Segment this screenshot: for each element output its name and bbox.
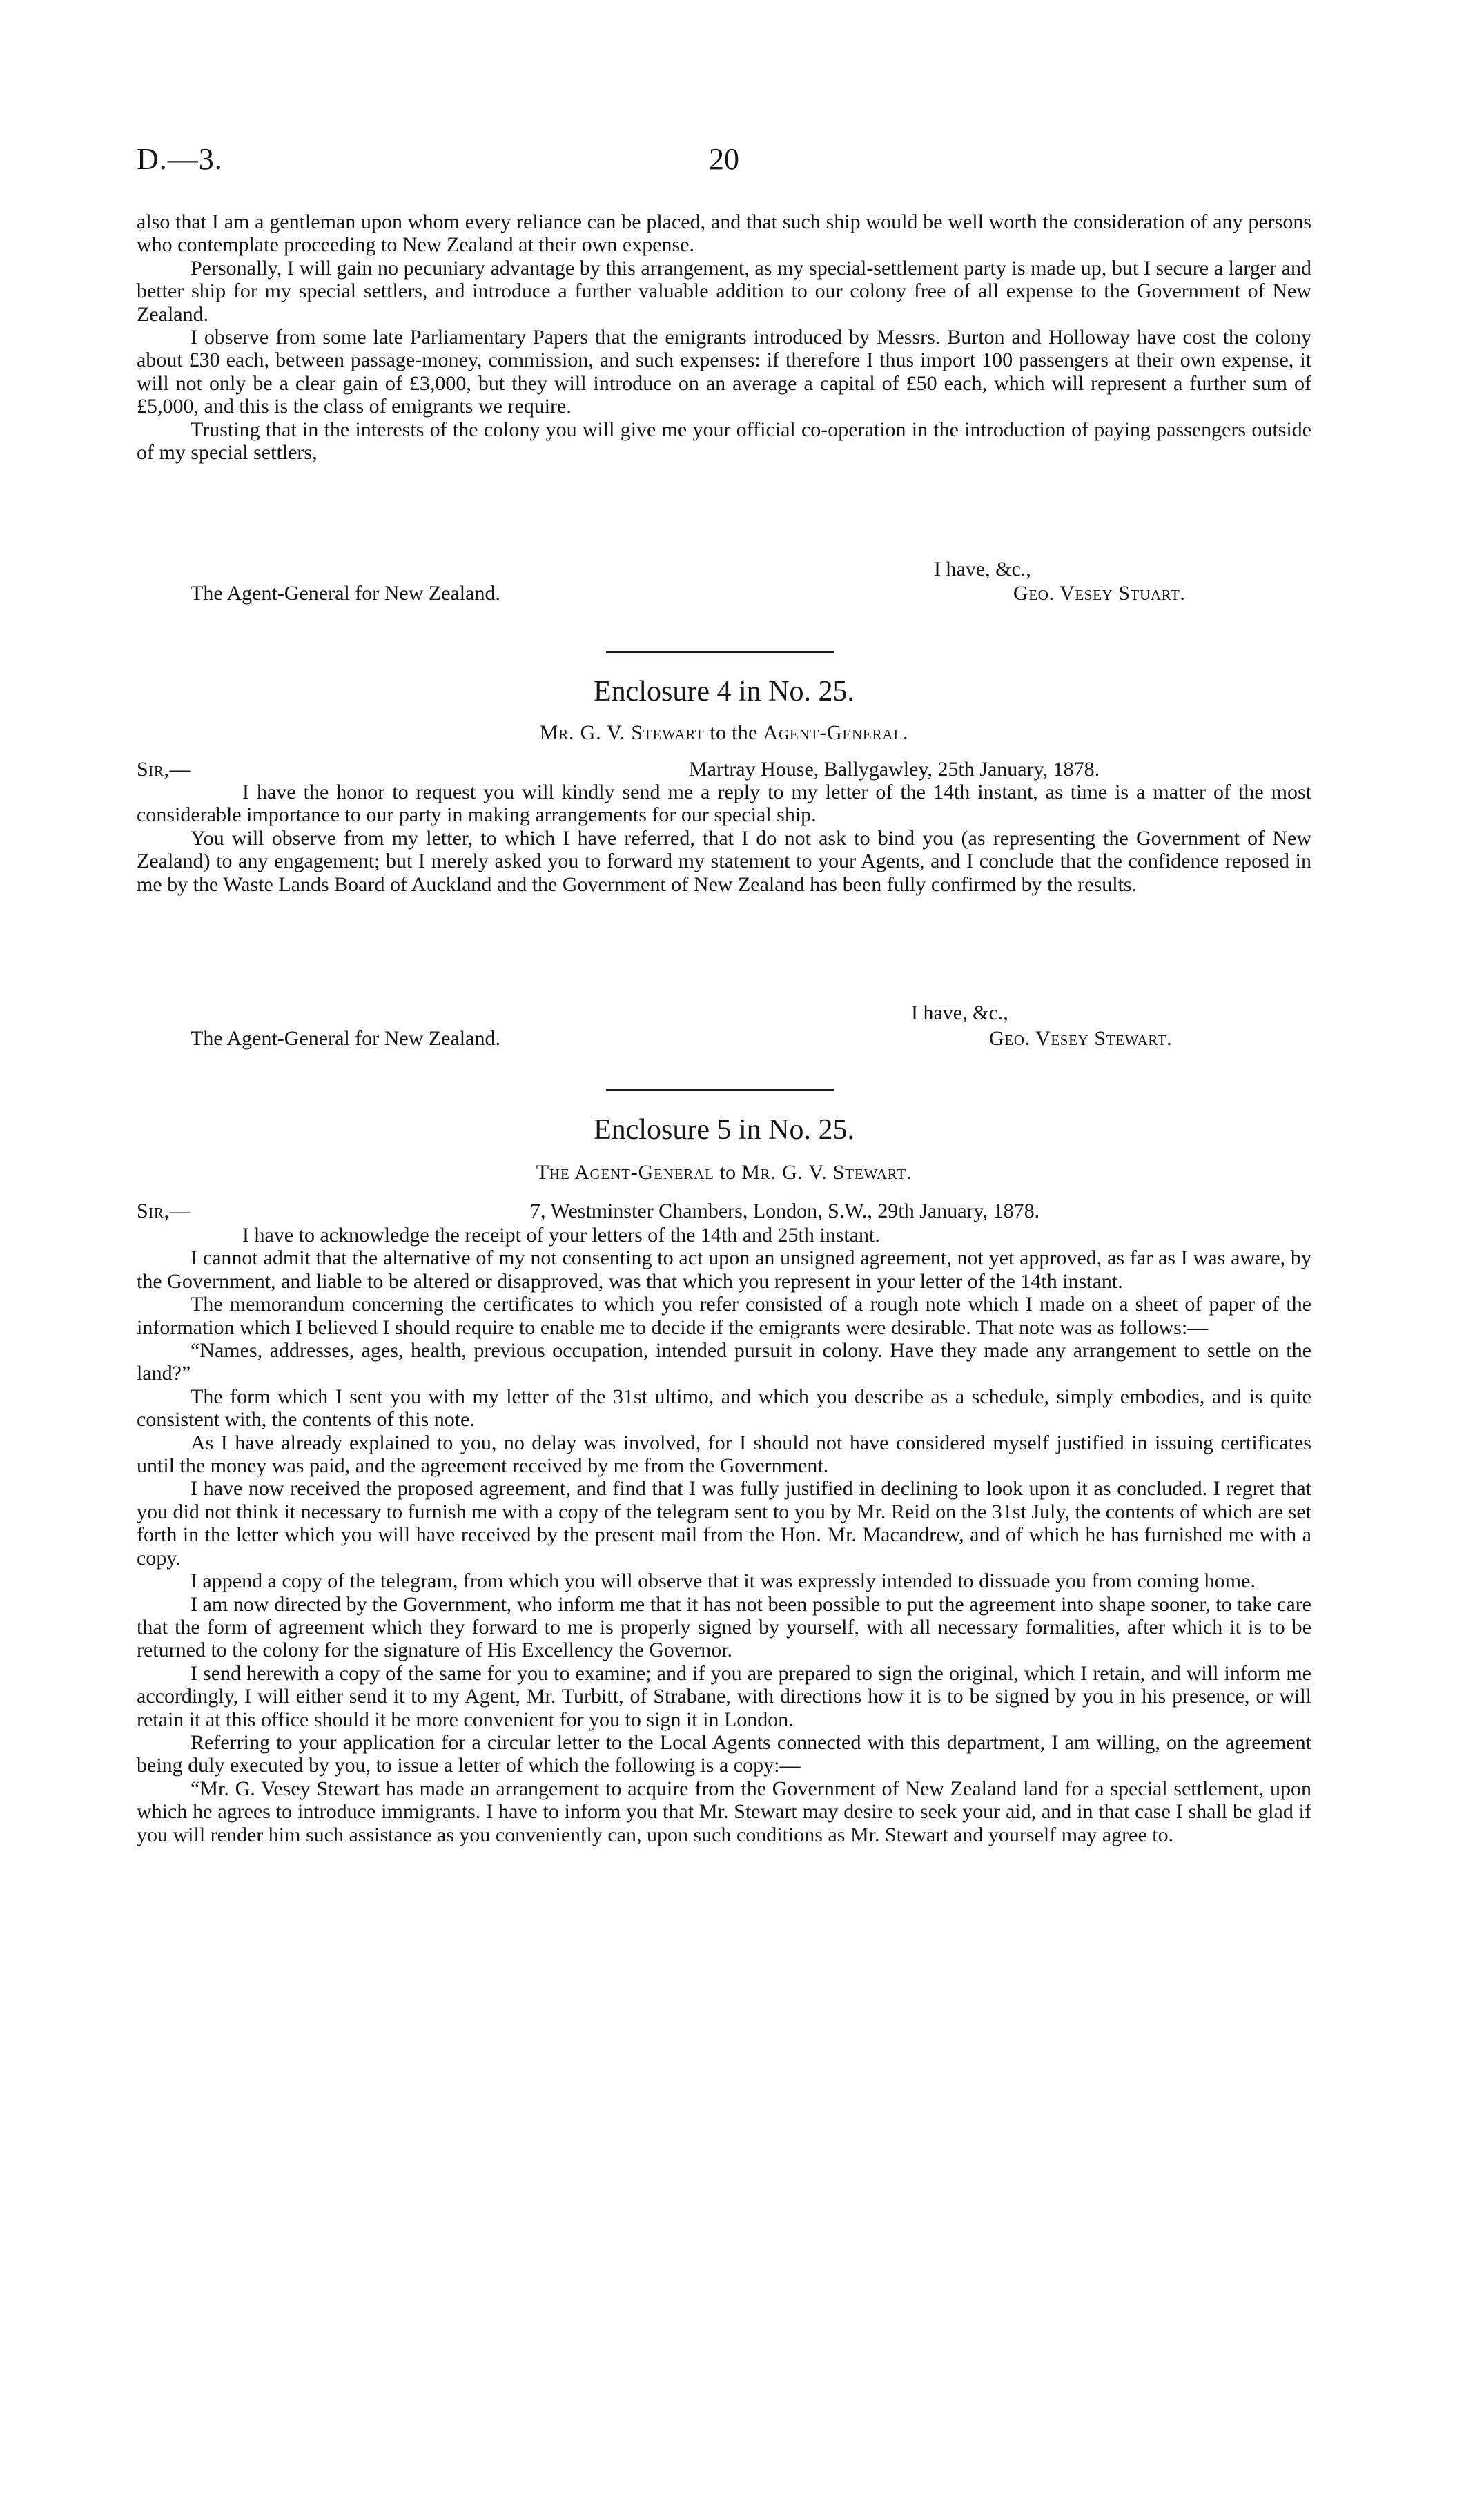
paragraph: Personally, I will gain no pecuniary advantage by this arrangement, as my special-settlement party is made up, but I secure a larger and better ship for my special settlers, and introduce a further valuable addition to our colony free of all expense to the Government of New Zealand. — [137, 256, 1311, 326]
salutation: Sir,— — [137, 1200, 191, 1222]
enclosure-4-subtitle — [137, 721, 1311, 745]
paragraph: I have to acknowledge the receipt of your letters of the 14th and 25th instant. — [242, 1224, 880, 1247]
enclosure-4-title: Enclosure 4 in No. 25. — [594, 676, 855, 707]
paragraph: I observe from some late Parliamentary Papers that the emigrants introduced by Messrs. Burton and Holloway have cost the colony about £30 each, between passage-money, commission, and such expenses: if therefore I thus import 100 passengers at their own expense, it will not only be a clear gain of £3,000, but they will introduce on an average a capital of £50 each, which will represent a further sum of £5,000, and this is the class of emigrants we require. — [137, 326, 1311, 418]
subtitle-connector: to — [719, 1161, 736, 1184]
document-reference: D.—3. — [137, 142, 223, 176]
paragraph: The memorandum concerning the certificates to which you refer consisted of a rough note which I made on a sheet of paper of the information which I believed I should require to enable me to decide if the emigrants were desirable. That note was as follows:— — [137, 1293, 1311, 1339]
section-divider — [606, 1089, 834, 1091]
paragraph: The form which I sent you with my letter of the 31st ultimo, and which you describe as a schedule, simply embodies, and is quite consistent with, the contents of this note. — [137, 1385, 1311, 1432]
paragraph: Trusting that in the interests of the colony you will give me your official co-operation in the introduction of paying passengers outside of my special settlers, — [137, 418, 1311, 465]
salutation: Sir,— — [137, 758, 191, 781]
paragraph: I have the honor to request you will kindly send me a reply to my letter of the 14th instant, as time is a matter of the most considerable importance to our party in making arrangements for our special ship. — [137, 781, 1311, 827]
subtitle-connector: to the — [710, 721, 758, 744]
paragraph: I send herewith a copy of the same for you to examine; and if you are prepared to sign the original, which I retain, and will inform me accordingly, I will either send it to my Agent, Mr. Turbitt, of Strabane, with directions how it is to be signed by you in his presence, or will retain it at this office should it be more convenient for you to sign it in London. — [137, 1661, 1311, 1731]
paragraph: I am now directed by the Government, who inform me that it has not been possible to put the agreement into shape sooner, to take care that the form of agreement which they forward to me is properly signed by yourself, with all necessary formalities, after which it is to be returned to the colony for the signature of His Excellency the Governor. — [137, 1592, 1311, 1662]
enclosure-5-subtitle — [137, 1161, 1311, 1184]
paragraph: I cannot admit that the alternative of my not consenting to act upon an unsigned agreement, not yet approved, as far as I was aware, by the Government, and liable to be altered or disapproved, was that which you represent in your letter of the 14th instant. — [137, 1247, 1311, 1293]
address-date: Martray House, Ballygawley, 25th January, 1878. — [689, 758, 1100, 781]
letter-signature: Geo. Vesey Stuart. — [1013, 582, 1186, 605]
paragraph: Referring to your application for a circular letter to the Local Agents connected with this department, I am willing, on the agreement being duly executed by you, to issue a letter of which the following is a copy:— — [137, 1730, 1311, 1777]
letter-signature: Geo. Vesey Stewart. — [989, 1027, 1173, 1050]
page-header — [137, 141, 1311, 183]
letter-closing: I have, &c., — [934, 558, 1031, 580]
letter-addressee: The Agent-General for New Zealand. — [191, 582, 500, 605]
enclosure-5-title: Enclosure 5 in No. 25. — [594, 1114, 855, 1146]
letter-continuation — [137, 211, 1311, 464]
enclosure-4-body — [137, 781, 1311, 896]
paragraph: also that I am a gentleman upon whom every reliance can be placed, and that such ship would be well worth the consideration of any persons who contemplate proceeding to New Zealand at their own expense. — [137, 211, 1311, 257]
enclosure-5-body — [137, 1224, 1311, 1846]
quoted-letter: “Mr. G. Vesey Stewart has made an arrangement to acquire from the Government of New Zealand land for a special settlement, upon which he agrees to introduce immigrants. I have to inform you that Mr. Stewart may desire to seek your aid, and in that case I shall be glad if you will render him such assistance as you conveniently can, upon such conditions as Mr. Stewart and yourself may agree to. — [137, 1777, 1311, 1846]
subtitle-recipient: Agent-General. — [763, 721, 909, 744]
address-date: 7, Westminster Chambers, London, S.W., 29th January, 1878. — [530, 1200, 1040, 1222]
section-divider — [606, 651, 834, 653]
subtitle-recipient: Mr. G. V. Stewart. — [741, 1161, 912, 1184]
paragraph: I have now received the proposed agreement, and find that I was fully justified in declining to look upon it as concluded. I regret that you did not think it necessary to furnish me with a copy of the telegram sent to you by Mr. Reid on the 31st July, the contents of which are set forth in the letter which you will have received by the present mail from the Hon. Mr. Macandrew, and of which he has furnished me with a copy. — [137, 1477, 1311, 1570]
subtitle-sender: The Agent-General — [536, 1161, 714, 1184]
paragraph: You will observe from my letter, to which I have referred, that I do not ask to bind you (as representing the Government of New Zealand) to any engagement; but I merely asked you to forward my statement to your Agents, and I conclude that the confidence reposed in me by the Waste Lands Board of Auckland and the Government of New Zealand has been fully confirmed by the results. — [137, 826, 1311, 896]
quoted-note: “Names, addresses, ages, health, previous occupation, intended pursuit in colony. Have they made any arrangement to settle on the land?” — [137, 1339, 1311, 1385]
letter-closing: I have, &c., — [911, 1002, 1008, 1024]
subtitle-sender: Mr. G. V. Stewart — [539, 721, 705, 744]
paragraph: I append a copy of the telegram, from which you will observe that it was expressly intended to dissuade you from coming home. — [191, 1570, 1256, 1593]
paragraph: As I have already explained to you, no delay was involved, for I should not have considered myself justified in issuing certificates until the money was paid, and the agreement received by me from the Government. — [137, 1431, 1311, 1478]
page-number: 20 — [709, 142, 739, 176]
letter-addressee: The Agent-General for New Zealand. — [191, 1027, 500, 1050]
